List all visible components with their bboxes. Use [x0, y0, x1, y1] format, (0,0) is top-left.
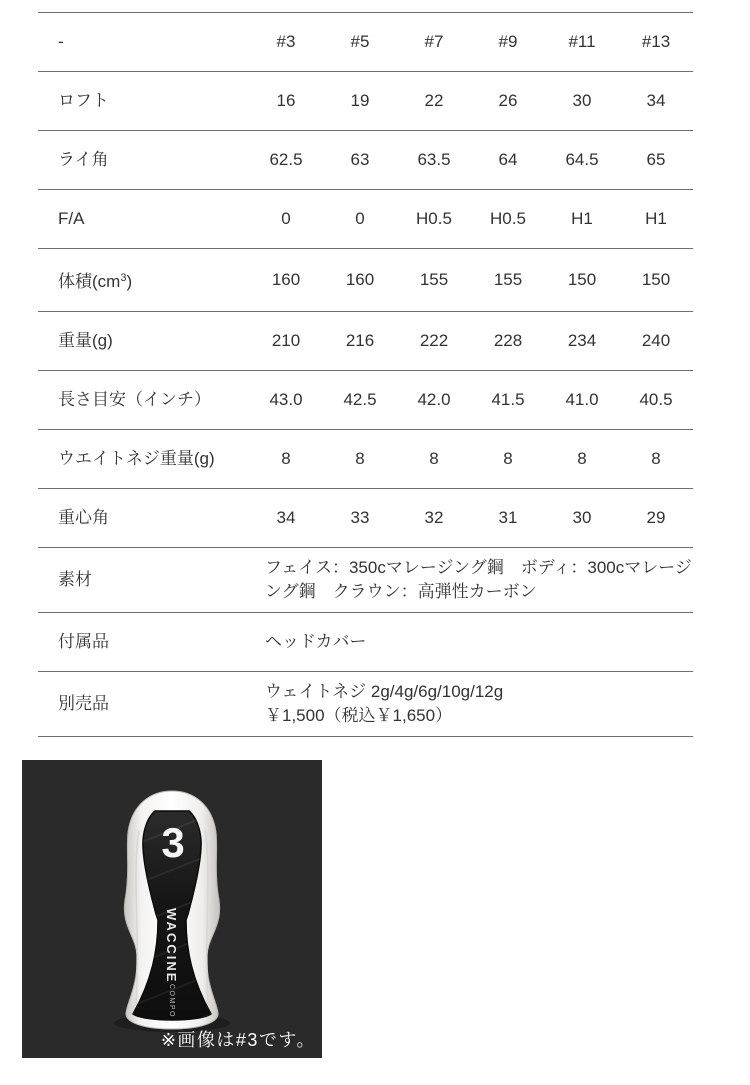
row-label: 長さ目安（インチ）	[58, 390, 211, 409]
row-label: ロフト	[58, 91, 109, 110]
spec-cell: 8	[429, 449, 439, 468]
photo-caption: ※画像は#3です。	[160, 1030, 316, 1050]
brand-text-compo: COMPO	[168, 984, 175, 1018]
spec-cell: 33	[350, 508, 370, 527]
spec-cell: 150	[641, 270, 671, 289]
spec-cell: 160	[345, 270, 375, 289]
spec-detail-cell	[249, 672, 693, 737]
row-label: 重心角	[58, 508, 109, 527]
spec-cell: 19	[350, 91, 370, 110]
table-row-volume	[38, 249, 693, 312]
spec-cell: 65	[646, 150, 666, 169]
spec-cell: 160	[271, 270, 301, 289]
spec-cell: 222	[419, 331, 449, 350]
spec-cell: 0	[355, 209, 365, 228]
table-row-cg-angle	[38, 489, 693, 548]
spec-cell: 234	[567, 331, 597, 350]
row-label: F/A	[58, 209, 85, 228]
detail-line: ウェイトネジ 2g/4g/6g/10g/12g	[265, 682, 504, 701]
spec-cell: 63	[350, 150, 370, 169]
table-row-weight	[38, 312, 693, 371]
spec-cell: 240	[641, 331, 671, 350]
spec-cell: 155	[419, 270, 449, 289]
spec-cell: #9	[498, 32, 518, 51]
spec-detail-cell: フェイス：350cマレージング鋼 ボディ：300cマレージング鋼 クラウン：高弾性カーボン	[265, 558, 692, 601]
spec-cell: 16	[276, 91, 296, 110]
spec-cell: 43.0	[269, 390, 303, 409]
spec-table	[38, 12, 693, 737]
spec-cell: 8	[651, 449, 661, 468]
row-label: 素材	[58, 570, 92, 589]
spec-cell: 210	[271, 331, 301, 350]
spec-cell: 41.5	[491, 390, 525, 409]
spec-cell: H0.5	[490, 209, 526, 228]
row-label: ライ角	[58, 150, 109, 169]
spec-cell: 8	[281, 449, 291, 468]
spec-cell: 32	[424, 508, 444, 527]
row-label: 別売品	[58, 694, 109, 713]
spec-cell: 63.5	[417, 150, 451, 169]
table-row-length	[38, 371, 693, 430]
spec-cell: 30	[572, 91, 592, 110]
spec-cell: 64	[498, 150, 518, 169]
spec-cell: 8	[355, 449, 365, 468]
spec-cell: 41.0	[565, 390, 599, 409]
spec-cell: 150	[567, 270, 597, 289]
spec-cell: H0.5	[416, 209, 452, 228]
spec-cell: H1	[571, 209, 593, 228]
detail-line: ￥1,500（税込￥1,650）	[265, 706, 453, 725]
row-label	[38, 249, 249, 312]
table-row-fa	[38, 190, 693, 249]
row-label: ウエイトネジ重量(g)	[58, 449, 215, 468]
headcover-image	[22, 760, 322, 1058]
table-row-accessory	[38, 613, 693, 672]
brand-text-waccine: WACCINE	[164, 908, 179, 984]
table-row-lie	[38, 131, 693, 190]
spec-cell: 216	[345, 331, 375, 350]
spec-cell: #7	[424, 32, 444, 51]
spec-cell: #5	[350, 32, 370, 51]
row-label: 付属品	[58, 632, 109, 651]
spec-cell: 26	[498, 91, 518, 110]
spec-cell: 42.5	[343, 390, 377, 409]
row-label: -	[58, 32, 64, 51]
superscript: 3	[120, 272, 127, 284]
table-row-material	[38, 548, 693, 613]
product-photo	[22, 760, 322, 1058]
spec-cell: 8	[503, 449, 513, 468]
row-label-text: 体積(cm	[58, 272, 121, 291]
spec-cell: 62.5	[269, 150, 303, 169]
spec-detail-cell: ヘッドカバー	[265, 632, 367, 651]
table-row-sold-separately	[38, 672, 693, 737]
table-row-screw-weight	[38, 430, 693, 489]
spec-cell: H1	[645, 209, 667, 228]
spec-cell: #13	[641, 32, 671, 51]
table-header-row	[38, 13, 693, 72]
spec-cell: 31	[498, 508, 518, 527]
spec-cell: 155	[493, 270, 523, 289]
spec-cell: 34	[646, 91, 666, 110]
spec-cell: 8	[577, 449, 587, 468]
spec-cell: 228	[493, 331, 523, 350]
spec-cell: 0	[281, 209, 291, 228]
spec-cell: 34	[276, 508, 296, 527]
spec-cell: 42.0	[417, 390, 451, 409]
spec-cell: 64.5	[565, 150, 599, 169]
spec-cell: 30	[572, 508, 592, 527]
spec-cell: #3	[276, 32, 296, 51]
table-row-loft	[38, 72, 693, 131]
spec-cell: 29	[646, 508, 666, 527]
row-label-text: )	[126, 272, 133, 291]
row-label: 重量(g)	[58, 331, 113, 350]
headcover-number: 3	[161, 819, 185, 866]
spec-cell: #11	[568, 32, 596, 51]
spec-cell: 22	[424, 91, 444, 110]
spec-cell: 40.5	[639, 390, 673, 409]
